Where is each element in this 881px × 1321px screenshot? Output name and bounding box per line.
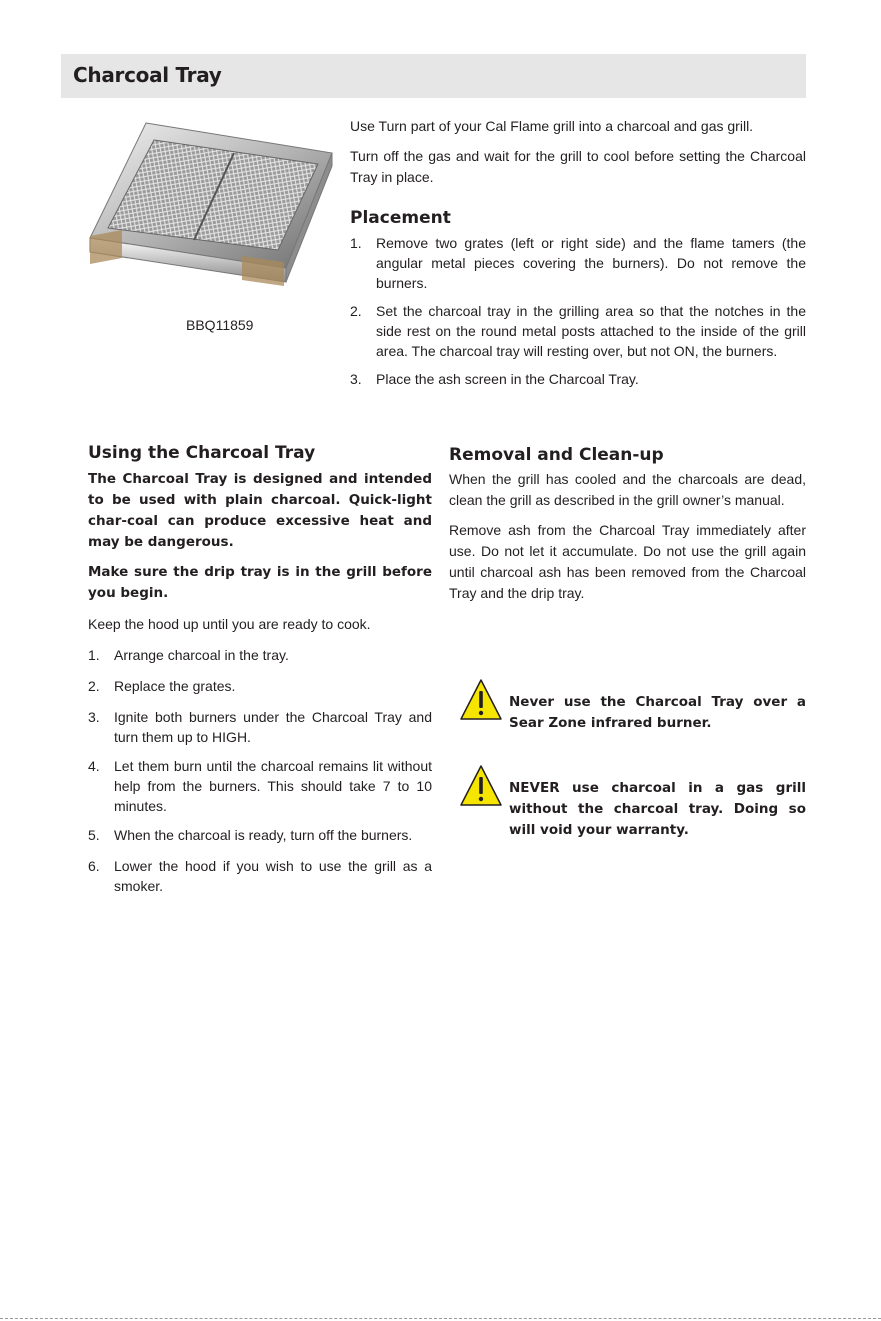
using-steps xyxy=(88,645,432,896)
charcoal-tray-image xyxy=(86,118,336,290)
list-item: 1. Remove two grates (left or right side) and the flame tamers (the angular metal pieces covering the burners). Do not remove the burners. xyxy=(350,235,806,291)
page-trim-line xyxy=(0,1318,881,1319)
removal-section xyxy=(449,445,806,604)
drip-tray-warning: Make sure the drip tray is in the grill before you begin. xyxy=(88,564,432,601)
list-item: 3. Place the ash screen in the Charcoal Tray. xyxy=(350,371,639,387)
warning-triangle-icon xyxy=(459,764,503,808)
removal-paragraph-1: When the grill has cooled and the charcoals are dead, clean the grill as described in the grill owner’s manual. xyxy=(449,471,806,508)
warning-gas-grill xyxy=(459,764,806,854)
list-item: 5. When the charcoal is ready, turn off the burners. xyxy=(88,827,413,843)
warning-triangle-icon xyxy=(459,678,503,722)
list-item: 2. Set the charcoal tray in the grilling area so that the notches in the side rest on the round metal posts attached to the inside of the grill area. The charcoal tray will resting over, but not ON, the burners. xyxy=(350,303,806,359)
warning-text: Never use the Charcoal Tray over a Sear Zone infrared burner. xyxy=(509,693,806,731)
warning-sear-zone xyxy=(459,678,806,747)
list-item: 2. Replace the grates. xyxy=(88,678,236,694)
list-item: 6. Lower the hood if you wish to use the grill as a smoker. xyxy=(88,858,432,894)
page-title: Charcoal Tray xyxy=(73,63,222,87)
product-code: BBQ11859 xyxy=(186,317,254,333)
list-item: 3. Ignite both burners under the Charcoal Tray and turn them up to HIGH. xyxy=(88,709,432,745)
placement-steps xyxy=(350,233,806,389)
header-bar xyxy=(61,54,806,98)
list-item: 1. Arrange charcoal in the tray. xyxy=(88,647,289,663)
removal-heading: Removal and Clean-up xyxy=(449,445,664,465)
using-heading: Using the Charcoal Tray xyxy=(88,443,316,463)
intro-paragraph-2: Turn off the gas and wait for the grill to cool before setting the Charcoal Tray in place. xyxy=(350,148,806,185)
hood-note: Keep the hood up until you are ready to cook. xyxy=(88,616,371,632)
using-section xyxy=(88,443,432,896)
placement-heading: Placement xyxy=(350,208,451,228)
intro-section xyxy=(350,116,806,389)
removal-paragraph-2: Remove ash from the Charcoal Tray immediately after use. Do not let it accumulate. Do not use the grill again until charcoal ash has been removed from the Charcoal Tray and the drip tray. xyxy=(449,522,806,601)
list-item: 4. Let them burn until the charcoal remains lit without help from the burners. This should take 7 to 10 minutes. xyxy=(88,758,432,814)
warning-text: NEVER use charcoal in a gas grill without the charcoal tray. Doing so will void your warranty. xyxy=(509,779,806,838)
plain-charcoal-warning: The Charcoal Tray is designed and intended to be used with plain charcoal. Quick-light char-coal can produce excessive heat and may be dangerous. xyxy=(88,471,432,550)
intro-paragraph-1: Use Turn part of your Cal Flame grill into a charcoal and gas grill. xyxy=(350,118,754,134)
